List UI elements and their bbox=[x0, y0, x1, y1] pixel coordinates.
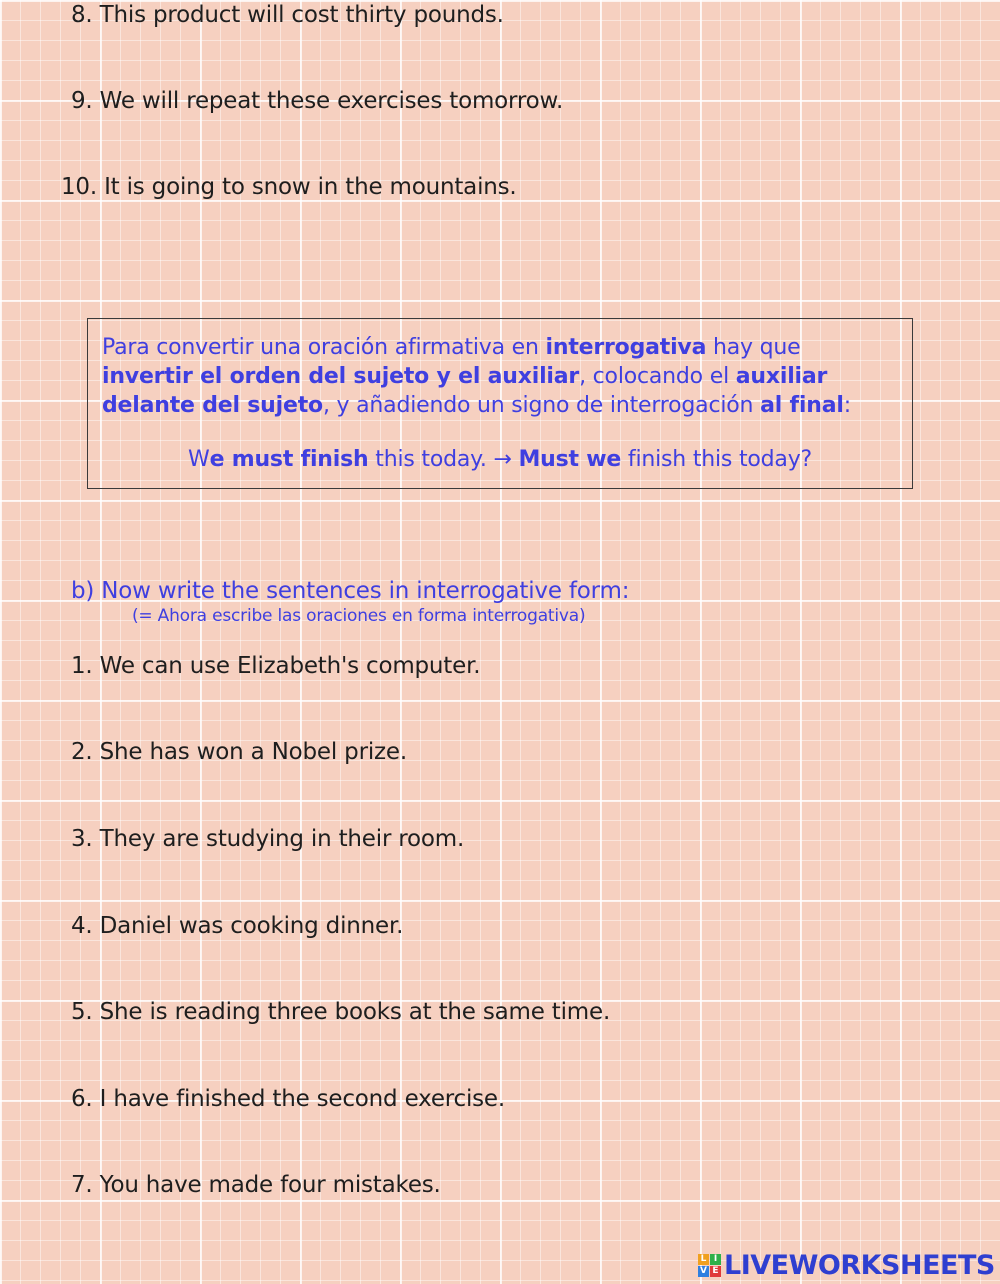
sentence-b-2: 2. She has won a Nobel prize. bbox=[71, 739, 407, 765]
answer-input-b-5[interactable] bbox=[70, 1036, 934, 1072]
sentence-b-3: 3. They are studying in their room. bbox=[71, 826, 465, 852]
grammar-example bbox=[88, 447, 912, 472]
info-text: hay que bbox=[706, 335, 801, 360]
answer-input-b-2[interactable] bbox=[70, 776, 934, 812]
answer-input-b-1[interactable] bbox=[70, 690, 934, 726]
answer-input-a-8[interactable] bbox=[70, 38, 934, 74]
sentence-a-9: 9. We will repeat these exercises tomorrow. bbox=[71, 88, 564, 114]
info-bold-text: interrogativa bbox=[545, 335, 707, 360]
answer-input-b-7[interactable] bbox=[70, 1209, 674, 1245]
example-bold-text: e must finish bbox=[209, 447, 369, 472]
example-bold-text: Must we bbox=[518, 447, 622, 472]
sentence-b-6: 6. I have finished the second exercise. bbox=[71, 1086, 505, 1112]
sentence-a-8: 8. This product will cost thirty pounds. bbox=[71, 2, 504, 28]
sentence-b-7: 7. You have made four mistakes. bbox=[71, 1172, 441, 1198]
sentence-b-5: 5. She is reading three books at the same time. bbox=[71, 999, 611, 1025]
info-bold-text: invertir el orden del sujeto y el auxiliar bbox=[102, 364, 580, 389]
sentence-b-4: 4. Daniel was cooking dinner. bbox=[71, 913, 404, 939]
logo-letter-v: V bbox=[698, 1266, 709, 1277]
logo-icon bbox=[698, 1254, 721, 1277]
logo-letter-l: L bbox=[698, 1254, 709, 1265]
info-bold-text: auxiliar delante del sujeto bbox=[102, 364, 828, 418]
answer-input-a-10[interactable] bbox=[70, 210, 934, 246]
grammar-info-box bbox=[87, 318, 913, 489]
answer-input-a-9[interactable] bbox=[70, 124, 934, 160]
example-text: W bbox=[188, 447, 210, 472]
logo-letter-e: E bbox=[710, 1266, 721, 1277]
answer-input-b-4[interactable] bbox=[70, 950, 934, 986]
sentence-b-1: 1. We can use Elizabeth's computer. bbox=[71, 653, 481, 679]
answer-input-b-3[interactable] bbox=[70, 863, 934, 899]
liveworksheets-logo[interactable] bbox=[698, 1250, 995, 1281]
section-b-title: b) Now write the sentences in interrogative form: bbox=[71, 578, 630, 604]
example-text: this today. → bbox=[368, 447, 519, 472]
info-text: , y añadiendo un signo de interrogación bbox=[322, 393, 761, 418]
logo-letter-i: I bbox=[710, 1254, 721, 1265]
sentence-a-10: 10. It is going to snow in the mountains. bbox=[61, 174, 517, 200]
answer-input-b-6[interactable] bbox=[70, 1123, 934, 1159]
info-bold-text: al final bbox=[760, 393, 844, 418]
info-text: Para convertir una oración afirmativa en bbox=[102, 335, 546, 360]
logo-text: LIVEWORKSHEETS bbox=[724, 1250, 995, 1281]
example-text: finish this today? bbox=[621, 447, 812, 472]
grammar-explanation bbox=[102, 333, 892, 420]
info-text: : bbox=[843, 393, 851, 418]
info-text: , colocando el bbox=[579, 364, 736, 389]
section-b-subtitle: (= Ahora escribe las oraciones en forma interrogativa) bbox=[132, 606, 586, 626]
